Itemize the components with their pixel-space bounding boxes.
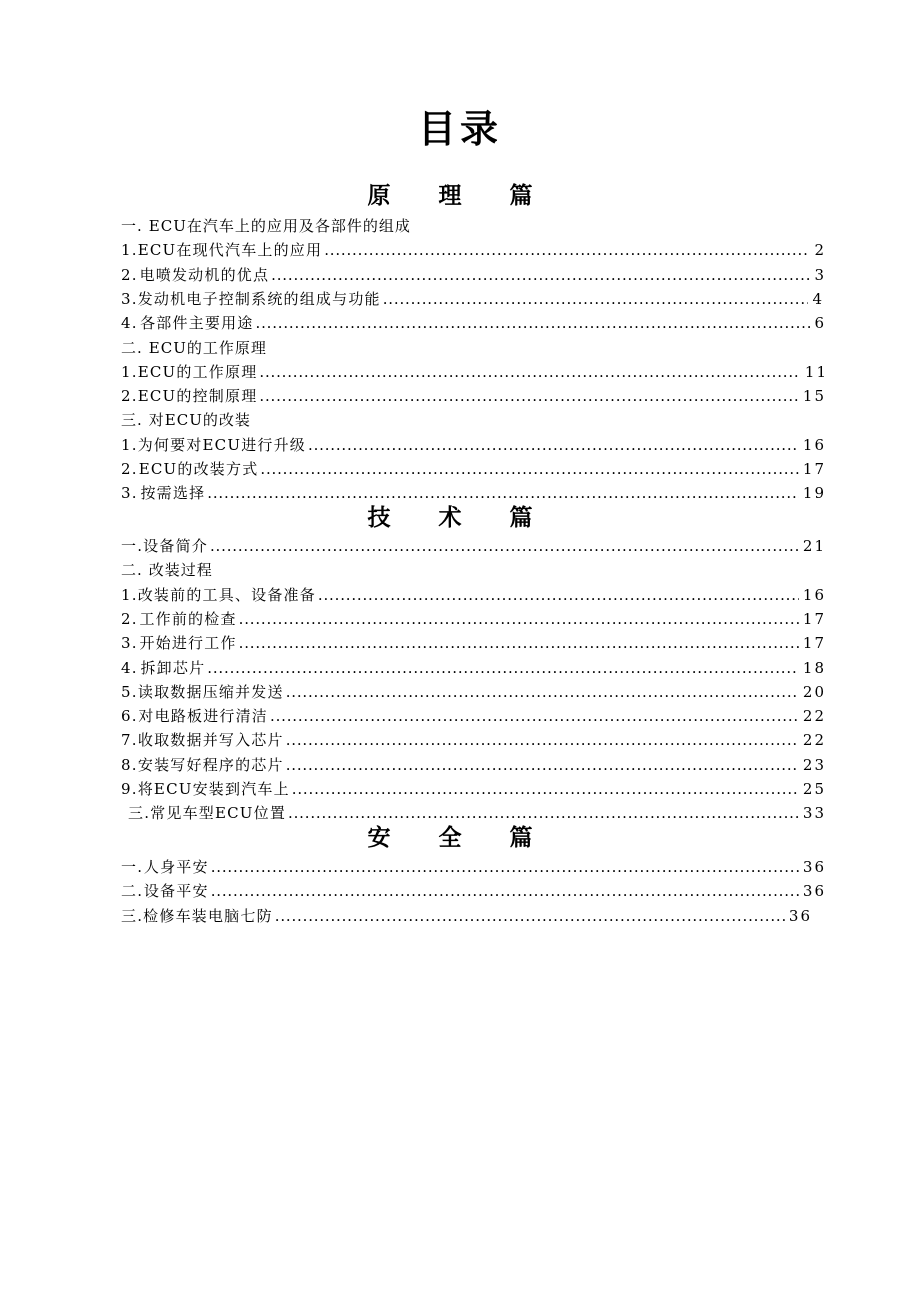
toc-entry-label: 按需选择 <box>140 484 206 503</box>
toc-entry-number: 9. <box>121 780 138 798</box>
dot-leader <box>383 288 809 310</box>
toc-entry[interactable] <box>121 657 826 679</box>
toc-entry-number: 1. <box>121 585 138 604</box>
toc-entry-label: 常见车型ECU位置 <box>150 804 287 823</box>
toc-entry-label: 电喷发动机的优点 <box>139 265 270 284</box>
toc-entry-page-number: 2 <box>814 241 826 260</box>
dot-leader <box>271 264 810 286</box>
section-title: 技 术 篇 <box>367 504 553 531</box>
toc-entry-number: 1. <box>121 362 138 381</box>
toc-entry-label: 改装前的工具、设备准备 <box>137 585 316 604</box>
toc-entry-number: 3. <box>121 634 138 653</box>
toc-entry-label: 各部件主要用途 <box>140 314 254 333</box>
dot-leader <box>308 434 799 456</box>
toc-heading-number: 二. <box>121 338 143 357</box>
toc-entry-page-number: 21 <box>802 537 826 555</box>
toc-entry[interactable] <box>121 535 826 557</box>
toc-heading-label: ECU的工作原理 <box>148 338 267 357</box>
toc-entry[interactable] <box>121 778 826 800</box>
toc-entry[interactable] <box>121 264 826 286</box>
toc-entry-page-number: 6 <box>814 314 826 333</box>
toc-heading <box>121 409 251 431</box>
dot-leader <box>260 458 799 480</box>
toc-entry-label: 为何要对ECU进行升级 <box>137 435 306 454</box>
toc-entry-number: 三. <box>128 804 151 823</box>
toc-entry-page-number: 4 <box>812 289 824 308</box>
toc-entry[interactable] <box>121 681 826 703</box>
dot-leader <box>288 802 799 824</box>
toc-heading <box>121 559 213 581</box>
toc-entry[interactable] <box>121 239 826 261</box>
toc-heading-label: ECU在汽车上的应用及各部件的组成 <box>148 217 411 235</box>
toc-heading-number: 三. <box>121 411 143 430</box>
toc-entry-number: 5. <box>121 682 138 701</box>
toc-entry-label: ECU在现代汽车上的应用 <box>137 241 323 260</box>
toc-entry-label: 对电路板进行清洁 <box>138 707 269 726</box>
toc-entry[interactable] <box>121 856 826 878</box>
dot-leader <box>211 856 799 878</box>
document-title: 目录 <box>417 106 502 151</box>
toc-entry-page-number: 36 <box>802 858 826 876</box>
toc-entry-page-number: 23 <box>802 755 826 774</box>
toc-heading-number: 一. <box>121 217 143 235</box>
toc-entry-label: 设备平安 <box>143 882 209 901</box>
toc-entry-page-number: 36 <box>788 906 812 925</box>
dot-leader <box>286 754 799 776</box>
toc-entry[interactable] <box>121 754 826 776</box>
toc-entry-page-number: 25 <box>802 780 826 798</box>
toc-entry-number: 3. <box>121 484 138 503</box>
toc-entry-number: 一. <box>121 858 144 876</box>
toc-entry-page-number: 19 <box>802 484 826 503</box>
toc-entry[interactable] <box>121 632 826 654</box>
toc-entry-page-number: 17 <box>802 609 826 628</box>
toc-entry-page-number: 33 <box>802 804 826 823</box>
toc-entry-page-number: 17 <box>802 460 826 478</box>
toc-heading-number: 二. <box>121 561 143 580</box>
toc-entry[interactable] <box>121 608 826 630</box>
toc-entry[interactable] <box>121 880 826 902</box>
toc-entry[interactable] <box>121 385 826 407</box>
toc-entry-label: 拆卸芯片 <box>140 658 206 677</box>
toc-entry-number: 一. <box>121 537 144 555</box>
toc-heading <box>121 337 267 359</box>
toc-entry-page-number: 18 <box>802 658 826 677</box>
toc-entry-label: 设备简介 <box>143 537 208 555</box>
toc-heading <box>121 215 411 237</box>
toc-entry[interactable] <box>128 802 826 824</box>
toc-heading-label: 对ECU的改装 <box>148 411 251 430</box>
toc-entry-label: 安装写好程序的芯片 <box>137 755 284 774</box>
toc-entry-number: 6. <box>121 707 138 726</box>
toc-entry-label: ECU的工作原理 <box>137 362 258 381</box>
toc-entry[interactable] <box>121 458 826 480</box>
toc-entry-label: 开始进行工作 <box>139 634 237 653</box>
toc-entry-number: 4. <box>121 314 138 333</box>
toc-entry-number: 8. <box>121 755 138 774</box>
toc-entry-label: 检修车装电脑七防 <box>143 906 273 925</box>
toc-entry-number: 4. <box>121 658 138 677</box>
toc-entry-page-number: 22 <box>802 707 826 726</box>
toc-entry[interactable] <box>121 434 826 456</box>
toc-entry-label: 工作前的检查 <box>139 609 237 628</box>
section-title: 原 理 篇 <box>367 182 553 209</box>
dot-leader <box>207 482 799 504</box>
toc-entry-page-number: 11 <box>804 362 828 381</box>
section-title: 安 全 篇 <box>367 824 553 851</box>
dot-leader <box>318 584 799 606</box>
dot-leader <box>292 778 799 800</box>
toc-entry-label: ECU的改装方式 <box>138 460 259 478</box>
dot-leader <box>286 681 799 703</box>
toc-entry-label: 人身平安 <box>143 858 209 876</box>
toc-entry-label: 将ECU安装到汽车上 <box>137 780 290 798</box>
toc-entry[interactable] <box>121 312 826 334</box>
dot-leader <box>207 657 799 679</box>
toc-entry-number: 二. <box>121 882 144 901</box>
toc-entry-label: ECU的控制原理 <box>137 387 258 406</box>
toc-entry-page-number: 16 <box>802 585 826 604</box>
toc-entry-number: 2. <box>121 460 138 478</box>
toc-entry-page-number: 22 <box>802 731 826 750</box>
dot-leader <box>210 535 799 557</box>
toc-entry-number: 三. <box>121 906 144 925</box>
toc-entry[interactable] <box>121 482 826 504</box>
toc-entry-page-number: 15 <box>802 387 826 406</box>
toc-entry-page-number: 17 <box>802 634 826 653</box>
dot-leader <box>239 608 799 630</box>
toc-entry-number: 1. <box>121 435 138 454</box>
toc-entry-number: 3. <box>121 289 138 308</box>
dot-leader <box>275 905 785 927</box>
toc-entry-number: 2. <box>121 265 138 284</box>
toc-entry-number: 2. <box>121 387 138 406</box>
toc-heading-label: 改装过程 <box>148 561 213 580</box>
dot-leader <box>239 632 799 654</box>
toc-entry[interactable] <box>121 361 828 383</box>
toc-entry[interactable] <box>121 705 826 727</box>
toc-entry-number: 2. <box>121 609 138 628</box>
toc-entry[interactable] <box>121 288 824 310</box>
dot-leader <box>259 361 801 383</box>
dot-leader <box>259 385 799 407</box>
dot-leader <box>256 312 811 334</box>
dot-leader <box>324 239 810 261</box>
toc-entry-page-number: 20 <box>802 682 826 701</box>
toc-entry-label: 收取数据并写入芯片 <box>137 731 284 750</box>
toc-entry[interactable] <box>121 729 826 751</box>
toc-entry-number: 1. <box>121 241 138 260</box>
dot-leader <box>270 705 799 727</box>
toc-entry[interactable] <box>121 584 826 606</box>
dot-leader <box>211 880 799 902</box>
dot-leader <box>286 729 799 751</box>
toc-entry-label: 读取数据压缩并发送 <box>137 682 284 701</box>
toc-entry-label: 发动机电子控制系统的组成与功能 <box>137 289 381 308</box>
toc-entry-number: 7. <box>121 731 138 750</box>
toc-entry-page-number: 16 <box>802 435 826 454</box>
toc-entry[interactable] <box>121 905 812 927</box>
toc-entry-page-number: 3 <box>814 265 826 284</box>
toc-entry-page-number: 36 <box>802 882 826 901</box>
